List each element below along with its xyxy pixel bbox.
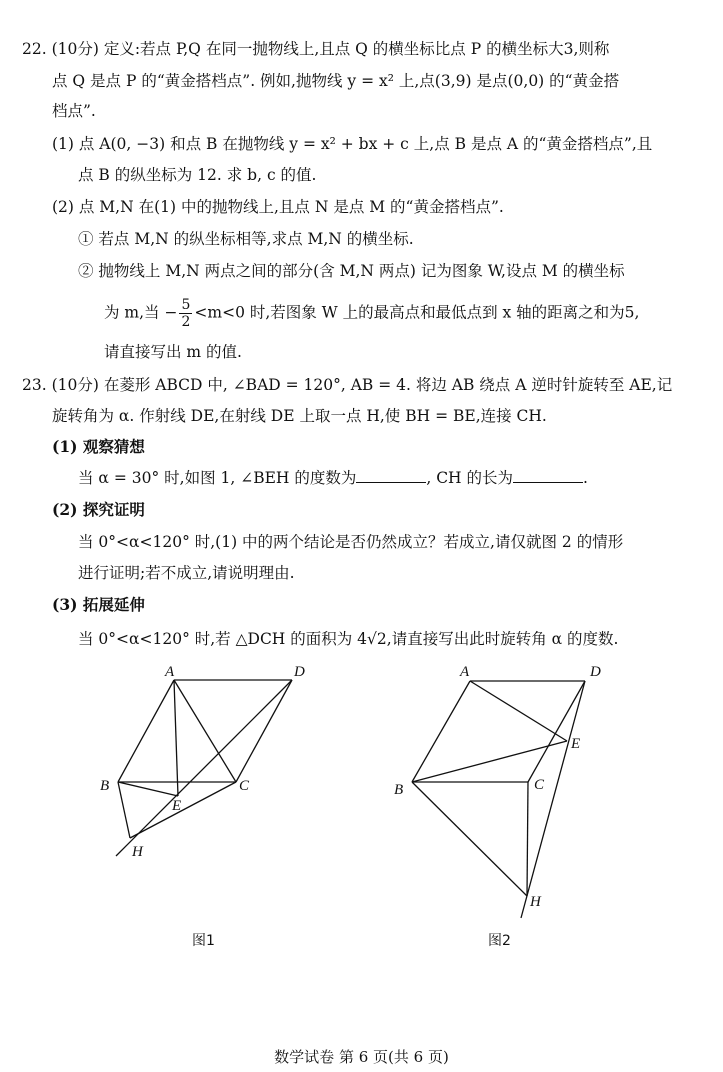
q22-part2-line: (2) 点 M,N 在(1) 中的抛物线上,且点 N 是点 M 的“黄金搭档点”. xyxy=(52,198,504,216)
fig2-label-C: C xyxy=(534,777,545,793)
fig2-segment-AE xyxy=(470,681,567,741)
figure-1-caption: 图1 xyxy=(192,933,215,949)
fig2-label-E: E xyxy=(571,736,581,752)
q23-task-2-line-2: 进行证明;若不成立,请说明理由. xyxy=(78,564,295,582)
q23-task-2-line-1: 当 0°<α<120° 时,(1) 中的两个结论是否仍然成立？若成立,请仅就图 2 的情形 xyxy=(78,533,624,551)
q23-line-2: 旋转角为 α. 作射线 DE,在射线 DE 上取一点 H,使 BH = BE,连接 CH. xyxy=(52,407,547,425)
fig2-segment-BH xyxy=(412,782,527,896)
fig2-segment-CH xyxy=(527,782,528,896)
fig1-label-H: H xyxy=(132,844,143,860)
figure-2-caption: 图2 xyxy=(488,933,511,949)
q23-heading-2: (2) 探究证明 xyxy=(52,500,145,519)
q22-case2-line-1: ② 抛物线上 M,N 两点之间的部分(含 M,N 两点) 记为图象 W,设点 M 的横坐标 xyxy=(78,262,625,280)
fig1-label-A: A xyxy=(165,664,175,680)
fig2-label-A: A xyxy=(460,664,470,680)
q22-case1-line: ① 若点 M,N 的纵坐标相等,求点 M,N 的横坐标. xyxy=(78,230,414,248)
fraction-denominator: 2 xyxy=(181,314,191,330)
fig2-label-D: D xyxy=(590,664,601,680)
fig2-segment-BE xyxy=(412,741,567,782)
q22-line-1: 22. (10分) 定义:若点 P,Q 在同一抛物线上,且点 Q 的横坐标比点 P 的横坐标大3,则称 xyxy=(22,40,610,58)
q23-task1-end: . xyxy=(583,469,588,487)
fig1-label-B: B xyxy=(100,778,110,794)
q23-heading-3: (3) 拓展延伸 xyxy=(52,595,145,614)
fig1-label-C: C xyxy=(239,778,250,794)
q22-part1-line-1: (1) 点 A(0, −3) 和点 B 在抛物线 y = x² + bx + c 上,点 B 是点 A 的“黄金搭档点”,且 xyxy=(52,135,653,153)
q22-line-3: 档点”. xyxy=(52,102,96,120)
q22-case2-pre: 为 m,当 − xyxy=(104,303,178,322)
q23-task1-pre: 当 α = 30° 时,如图 1, ∠BEH 的度数为 xyxy=(78,469,357,487)
fig1-label-D: D xyxy=(294,664,305,680)
page-footer: 数学试卷 第 6 页(共 6 页) xyxy=(274,1048,449,1066)
q23-task-3: 当 0°<α<120° 时,若 △DCH 的面积为 4√2,请直接写出此时旋转角 α 的度数. xyxy=(78,630,619,648)
q23-line-1: 23. (10分) 在菱形 ABCD 中, ∠BAD = 120°, AB = 4. 将边 AB 绕点 A 逆时针旋转至 AE,记 xyxy=(22,376,673,394)
fig2-label-B: B xyxy=(394,782,404,798)
fig2-label-H: H xyxy=(530,894,541,910)
fig1-label-E: E xyxy=(172,798,182,814)
fig2-ray-DE xyxy=(521,681,585,918)
q22-case2-line-3: 请直接写出 m 的值. xyxy=(104,343,242,361)
q23-task1-mid: , CH 的长为 xyxy=(426,469,514,487)
q22-case2-post: <m<0 时,若图象 W 上的最高点和最低点到 x 轴的距离之和为5, xyxy=(194,303,640,322)
fraction-numerator: 5 xyxy=(181,297,191,313)
fig2-segment-AB xyxy=(412,681,470,782)
q22-line-2: 点 Q 是点 P 的“黄金搭档点”. 例如,抛物线 y = x² 上,点(3,9) 是点(0,0) 的“黄金搭 xyxy=(52,72,620,90)
q23-heading-1: (1) 观察猜想 xyxy=(52,437,145,456)
q22-part1-line-2: 点 B 的纵坐标为 12. 求 b, c 的值. xyxy=(78,166,317,184)
fig2-segment-DC xyxy=(528,681,585,782)
